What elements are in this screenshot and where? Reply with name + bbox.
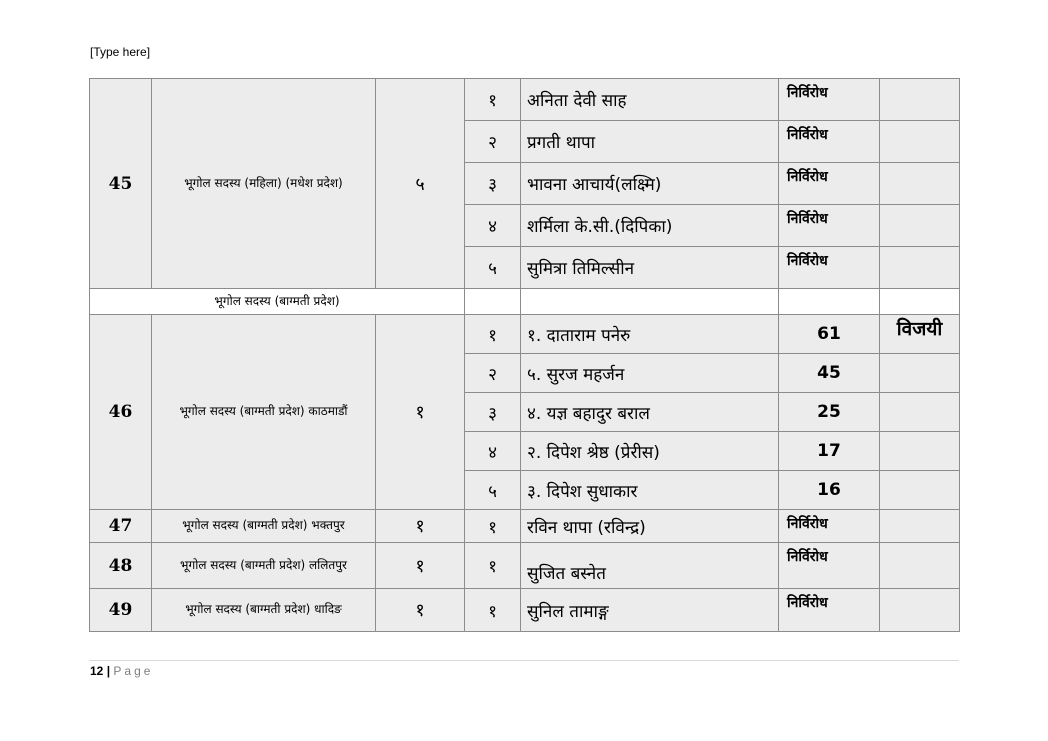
candidate-index: ३	[465, 163, 521, 205]
remark-cell	[880, 432, 960, 471]
candidate-name: सुनिल तामाङ्ग	[521, 589, 779, 632]
candidate-status: निर्विरोध	[779, 205, 880, 247]
post-name: भूगोल सदस्य (बाग्मती प्रदेश) भक्तपुर	[152, 510, 376, 543]
empty-cell	[880, 289, 960, 315]
candidate-status: निर्विरोध	[779, 589, 880, 632]
remark-cell	[880, 589, 960, 632]
serial-number: 46	[90, 315, 152, 510]
candidate-index: ५	[465, 247, 521, 289]
vote-count: 25	[779, 393, 880, 432]
results-table	[89, 78, 960, 632]
candidate-index: ५	[465, 471, 521, 510]
serial-number: 45	[90, 79, 152, 289]
candidate-index: १	[465, 543, 521, 589]
table-row	[90, 510, 960, 543]
vote-count: 17	[779, 432, 880, 471]
candidate-index: २	[465, 354, 521, 393]
candidate-name: ५. सुरज महर्जन	[521, 354, 779, 393]
table-row	[90, 315, 960, 354]
table-row	[90, 79, 960, 121]
seat-count: १	[376, 543, 465, 589]
seat-count: १	[376, 510, 465, 543]
serial-number: 49	[90, 589, 152, 632]
section-label: भूगोल सदस्य (बाग्मती प्रदेश)	[90, 289, 465, 315]
candidate-name: ३. दिपेश सुधाकार	[521, 471, 779, 510]
serial-number: 47	[90, 510, 152, 543]
page-footer	[90, 664, 153, 678]
serial-number: 48	[90, 543, 152, 589]
footer-separator: |	[106, 664, 111, 678]
remark-cell	[880, 354, 960, 393]
candidate-index: २	[465, 121, 521, 163]
table-row	[90, 589, 960, 632]
post-name: भूगोल सदस्य (बाग्मती प्रदेश) काठमाडौं	[152, 315, 376, 510]
candidate-name: सुमित्रा तिमिल्सीन	[521, 247, 779, 289]
candidate-index: १	[465, 79, 521, 121]
remark-cell	[880, 510, 960, 543]
candidate-status: निर्विरोध	[779, 79, 880, 121]
page-label: Page	[113, 664, 154, 678]
vote-count: 61	[779, 315, 880, 354]
candidate-name: ४. यज्ञ बहादुर बराल	[521, 393, 779, 432]
empty-cell	[521, 289, 779, 315]
candidate-status: निर्विरोध	[779, 163, 880, 205]
candidate-name: सुजित बस्नेत	[521, 543, 779, 589]
remark-cell: विजयी	[880, 315, 960, 354]
candidate-status: निर्विरोध	[779, 121, 880, 163]
candidate-status: निर्विरोध	[779, 510, 880, 543]
candidate-index: ४	[465, 205, 521, 247]
section-separator-row	[90, 289, 960, 315]
remark-cell	[880, 543, 960, 589]
candidate-name: रविन थापा (रविन्द्र)	[521, 510, 779, 543]
empty-cell	[779, 289, 880, 315]
candidate-name: १. दाताराम पनेरु	[521, 315, 779, 354]
candidate-index: १	[465, 315, 521, 354]
seat-count: १	[376, 589, 465, 632]
vote-count: 45	[779, 354, 880, 393]
remark-cell	[880, 121, 960, 163]
seat-count: ५	[376, 79, 465, 289]
candidate-status: निर्विरोध	[779, 543, 880, 589]
table-row	[90, 543, 960, 589]
empty-cell	[465, 289, 521, 315]
post-name: भूगोल सदस्य (बाग्मती प्रदेश) ललितपुर	[152, 543, 376, 589]
candidate-name: अनिता देवी साह	[521, 79, 779, 121]
remark-cell	[880, 205, 960, 247]
remark-cell	[880, 163, 960, 205]
candidate-status: निर्विरोध	[779, 247, 880, 289]
candidate-index: ४	[465, 432, 521, 471]
remark-cell	[880, 393, 960, 432]
page-header: [Type here]	[90, 45, 151, 59]
remark-cell	[880, 471, 960, 510]
candidate-name: शर्मिला के.सी.(दिपिका)	[521, 205, 779, 247]
candidate-index: १	[465, 589, 521, 632]
remark-cell	[880, 247, 960, 289]
candidate-index: ३	[465, 393, 521, 432]
seat-count: १	[376, 315, 465, 510]
footer-divider	[89, 660, 959, 661]
candidate-name: प्रगती थापा	[521, 121, 779, 163]
vote-count: 16	[779, 471, 880, 510]
remark-cell	[880, 79, 960, 121]
post-name: भूगोल सदस्य (महिला) (मधेश प्रदेश)	[152, 79, 376, 289]
candidate-name: भावना आचार्य(लक्ष्मि)	[521, 163, 779, 205]
post-name: भूगोल सदस्य (बाग्मती प्रदेश) धादिङ	[152, 589, 376, 632]
page-number: 12	[90, 664, 104, 678]
candidate-name: २. दिपेश श्रेष्ठ (प्रेरीस)	[521, 432, 779, 471]
candidate-index: १	[465, 510, 521, 543]
